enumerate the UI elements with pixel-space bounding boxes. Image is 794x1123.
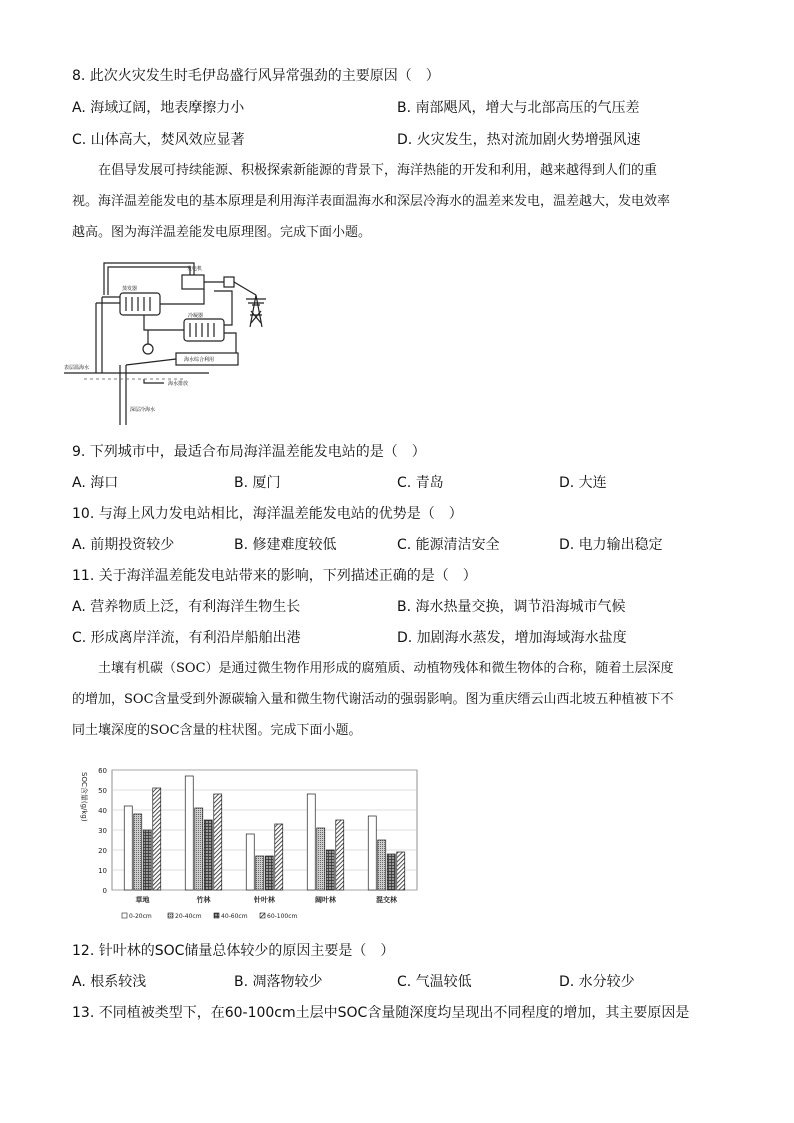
- question-13-stem: 13. 不同植被类型下，在60-100cm土层中SOC含量随深度均呈现出不同程度的增加，其主要原因是: [72, 1005, 690, 1021]
- bar-草地-20-40cm: [134, 814, 142, 890]
- q11-option-c[interactable]: C. 形成离岸洋流，有利沿岸船舶出港: [72, 630, 301, 646]
- x-tick-label: 阔叶林: [315, 896, 336, 904]
- soc-bar-chart: [72, 762, 422, 932]
- q11-option-d[interactable]: D. 加剧海水蒸发，增加海域海水盐度: [397, 630, 627, 646]
- bar-阔叶林-20-40cm: [317, 828, 325, 890]
- q10-option-b[interactable]: B. 修建难度较低: [234, 537, 337, 553]
- label-surface-water: 表层温海水: [64, 365, 90, 371]
- bar-阔叶林-0-20cm: [307, 794, 315, 890]
- bar-混交林-0-20cm: [368, 816, 376, 890]
- q10-option-a[interactable]: A. 前期投资较少: [72, 537, 175, 553]
- x-tick-label: 针叶林: [254, 896, 275, 904]
- soc-line-3: 同土壤深度的SOC含量的柱状图。完成下面小题。: [72, 723, 362, 738]
- bar-针叶林-20-40cm: [256, 856, 264, 890]
- label-evaporator: 蒸发器: [122, 286, 138, 292]
- label-integrated-use: 海水综合利用: [184, 357, 215, 363]
- otec-line-1: 在倡导发展可持续能源、积极探索新能源的背景下，海洋热能的开发和利用，越来越得到人们的重: [98, 163, 658, 178]
- q8-option-c[interactable]: C. 山体高大，焚风效应显著: [72, 132, 245, 148]
- q8-option-d[interactable]: D. 火灾发生，热对流加剧火势增强风速: [397, 132, 641, 148]
- bar-草地-0-20cm: [124, 806, 132, 890]
- legend-swatch: [122, 913, 127, 918]
- y-tick-label: 0: [102, 887, 107, 895]
- otec-line-3: 越高。图为海洋温差能发电原理图。完成下面小题。: [72, 225, 372, 240]
- q9-option-b[interactable]: B. 厦门: [234, 475, 281, 491]
- legend-swatch: [260, 913, 265, 918]
- question-8-stem: 8. 此次火灾发生时毛伊岛盛行风异常强劲的主要原因（ ）: [72, 68, 440, 84]
- q12-option-d[interactable]: D. 水分较少: [559, 974, 635, 990]
- soc-intro-paragraph: [72, 653, 722, 746]
- otec-principle-diagram: [64, 255, 284, 425]
- bar-竹林-40-60cm: [204, 820, 212, 890]
- y-tick-label: 50: [98, 787, 107, 795]
- question-12-stem: 12. 针叶林的SOC储量总体较少的原因主要是（ ）: [72, 943, 395, 959]
- bar-混交林-40-60cm: [387, 854, 395, 890]
- label-generator: 发电机: [187, 266, 203, 272]
- y-tick-label: 30: [98, 827, 107, 835]
- otec-intro-paragraph: [72, 155, 722, 248]
- legend-swatch: [214, 913, 219, 918]
- legend-label: 0-20cm: [129, 913, 152, 920]
- y-tick-label: 20: [98, 847, 107, 855]
- q9-option-c[interactable]: C. 青岛: [397, 475, 444, 491]
- q11-option-b[interactable]: B. 海水热量交换，调节沿海城市气候: [397, 599, 626, 615]
- q9-option-d[interactable]: D. 大连: [559, 475, 607, 491]
- y-tick-label: 40: [98, 807, 107, 815]
- q10-option-c[interactable]: C. 能源清洁安全: [397, 537, 500, 553]
- y-tick-label: 60: [98, 767, 107, 775]
- bar-阔叶林-40-60cm: [326, 850, 334, 890]
- bar-混交林-20-40cm: [378, 840, 386, 890]
- legend-label: 60-100cm: [267, 913, 298, 920]
- bar-竹林-0-20cm: [185, 776, 193, 890]
- q9-option-a[interactable]: A. 海口: [72, 475, 119, 491]
- bar-阔叶林-60-100cm: [336, 820, 344, 890]
- bar-针叶林-60-100cm: [275, 824, 283, 890]
- label-deep-water: 深层冷海水: [130, 407, 156, 413]
- legend-swatch: [168, 913, 173, 918]
- soc-line-1: 土壤有机碳（SOC）是通过微生物作用形成的腐殖质、动植物残体和微生物体的合称，随着土层深度: [98, 661, 674, 676]
- question-11-stem: 11. 关于海洋温差能发电站带来的影响，下列描述正确的是（ ）: [72, 568, 477, 584]
- legend-label: 40-60cm: [221, 913, 248, 920]
- bar-针叶林-0-20cm: [246, 834, 254, 890]
- x-tick-label: 草地: [135, 896, 150, 904]
- legend-label: 20-40cm: [175, 913, 202, 920]
- bar-竹林-20-40cm: [195, 808, 203, 890]
- y-axis-label: SOC含量(g/kg): [80, 772, 88, 822]
- label-discharge: 海水排放: [168, 381, 189, 387]
- bar-针叶林-40-60cm: [265, 856, 273, 890]
- q12-option-a[interactable]: A. 根系较浅: [72, 974, 147, 990]
- bar-竹林-60-100cm: [214, 794, 222, 890]
- q11-option-a[interactable]: A. 营养物质上泛，有利海洋生物生长: [72, 599, 301, 615]
- bar-混交林-60-100cm: [397, 852, 405, 890]
- q8-option-a[interactable]: A. 海域辽阔，地表摩擦力小: [72, 100, 245, 116]
- y-tick-label: 10: [98, 867, 107, 875]
- otec-line-2: 视。海洋温差能发电的基本原理是利用海洋表面温海水和深层冷海水的温差来发电，温差越大，发电效率: [72, 194, 671, 209]
- q8-option-b[interactable]: B. 南部飓风，增大与北部高压的气压差: [397, 100, 640, 116]
- x-tick-label: 混交林: [376, 896, 397, 904]
- q12-option-b[interactable]: B. 凋落物较少: [234, 974, 323, 990]
- soc-line-2: 的增加，SOC含量受到外源碳输入量和微生物代谢活动的强弱影响。图为重庆缙云山西北坡五种植被下不: [72, 692, 674, 707]
- label-condenser: 冷凝器: [188, 313, 204, 319]
- question-10-stem: 10. 与海上风力发电站相比，海洋温差能发电站的优势是（ ）: [72, 506, 463, 522]
- question-9-stem: 9. 下列城市中，最适合布局海洋温差能发电站的是（ ）: [72, 444, 426, 460]
- q10-option-d[interactable]: D. 电力输出稳定: [559, 537, 663, 553]
- bar-草地-40-60cm: [143, 830, 151, 890]
- x-tick-label: 竹林: [196, 896, 211, 904]
- q12-option-c[interactable]: C. 气温较低: [397, 974, 472, 990]
- bar-草地-60-100cm: [153, 788, 161, 890]
